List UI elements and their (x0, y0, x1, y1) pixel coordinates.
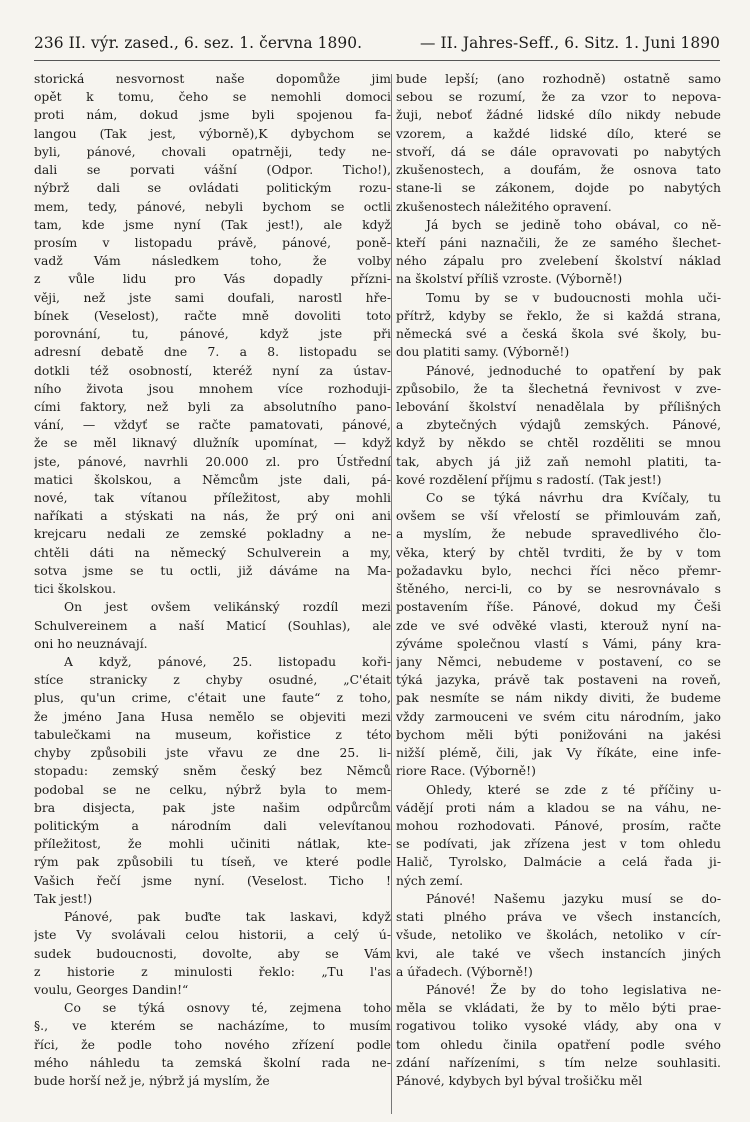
text-line: zkušenostech, a doufám, že osnova tato (396, 163, 721, 178)
text-line: sudek budoucnosti, dovolte, aby se Vám (34, 946, 391, 961)
text-line: pak nesmíte se nám nikdy diviti, že budeme (396, 691, 721, 706)
text-line: bude horší než je, nýbrž já myslím, že (34, 1074, 270, 1089)
text-line: kové rozdělení příjmu s radostí. (Tak jest!) (396, 472, 662, 487)
text-line: bude lepší; (ano rozhodně) ostatně samo (396, 72, 721, 86)
text-line: se podívati, jak zřízena jest v tom ohledu (396, 837, 721, 852)
text-line: krejcaru nedali ze zemské pokladny a ne- (34, 527, 391, 542)
text-line: že se měl liknavý dlužník upomínat, — když (34, 436, 391, 451)
header-right: — II. Jahres-Seff., 6. Sitz. 1. Juni 1890 (420, 34, 720, 52)
text-line: dotkli též osobností, kteréž nyní za ústav- (34, 363, 391, 378)
text-line: věji, než jste sami doufali, narostl hře- (34, 290, 391, 305)
text-line: jany Němci, nebudeme v postavení, co se (396, 655, 721, 669)
text-line: podobal se ne celku, nýbrž byla to mem- (34, 782, 391, 797)
text-line: zýváme společnou vlastí s Vámi, pány kra- (396, 636, 721, 651)
text-line: mohou rozhodovati. Pánové, prosím, račte (396, 818, 721, 833)
left-column (34, 70, 391, 1090)
text-line: přítrž, kdyby se řeklo, že si každá strana, (396, 308, 721, 323)
text-line: tabulečkami na museum, kořistice z této (34, 727, 391, 742)
text-line: z vůle lidu pro Vás dopadly přízni- (34, 272, 391, 287)
text-line: Pánové! Že by do toho legislativa ne- (426, 982, 721, 997)
text-line: zdání nařízeními, s tím nelze souhlasiti. (396, 1055, 721, 1070)
text-line: Co se týká osnovy té, zejmena toho (64, 1001, 391, 1016)
text-line: ného zápalu pro zvelebení školství náklad (396, 254, 721, 269)
text-line: zde ve své odvěké vlasti, kterouž nyní na- (396, 618, 721, 633)
text-line: vzorem, a každé lidské dílo, které se (396, 126, 721, 141)
text-line: na školství příliš vzroste. (Výborně!) (396, 272, 623, 287)
right-column (396, 70, 721, 1090)
text-line: Pánové, pak buďte tak laskavi, když (64, 910, 391, 925)
text-line: tam, kde jsme nyní (Tak jest!), ale když (34, 217, 391, 232)
text-line: Vašich řečí jsme nyní. (Veselost. Ticho ! (34, 873, 391, 888)
text-line: vždy zarmouceni ve svém citu národním, jako (396, 709, 721, 724)
text-line: riore Race. (Výborně!) (396, 764, 536, 779)
text-line: adresní debatě dne 7. a 8. listopadu se (34, 345, 391, 360)
text-line: požadavku bylo, nechci říci něco přemr- (396, 563, 721, 578)
text-line: říci, že podle toho nového zřízení podle (34, 1037, 391, 1052)
text-line: a myslím, že nebude spravedlivého člo- (396, 527, 721, 542)
text-line: lebování školství nenadělala by přílišných (396, 399, 721, 414)
text-line: vádějí proti nám a kladou se na váhu, ne- (396, 800, 721, 815)
text-line: jste Vy svolávali celou historii, a celý ú- (34, 928, 391, 943)
text-line: když by někdo se chtěl rozděliti se mnou (396, 436, 721, 451)
text-line: sotva jsme se tu octli, již dáváme na Ma- (34, 563, 391, 578)
text-line: dou platiti samy. (Výborně!) (396, 345, 570, 360)
text-line: Tak jest!) (34, 891, 93, 906)
text-line: vadž Vám následkem toho, že volby (34, 254, 391, 269)
text-line: Schulvereinem a naší Maticí (Souhlas), ale (34, 618, 391, 633)
text-line: stane-li se zákonem, dojde po nabytých (396, 181, 721, 196)
text-line: německá své a česká škola své školy, bu- (396, 327, 721, 342)
text-line: rým pak způsobili tu tíseň, ve které podle (34, 855, 391, 870)
text-line: tom ohledu činila opatření podle svého (396, 1037, 721, 1052)
text-line: všude, netoliko ve školách, netoliko v cír- (396, 928, 721, 943)
text-line: Ohledy, které se zde z té příčiny u- (426, 782, 721, 797)
text-line: Pánové, jednoduché to opatření by pak (426, 363, 721, 378)
text-line: ných zemí. (396, 873, 464, 888)
text-line: stvoří, dá se dále opravovati po nabytých (396, 144, 721, 159)
text-line: žuji, neboť žádné lidské dílo nikdy nebude (396, 108, 721, 123)
text-line: nové, tak vítanou příležitost, aby mohli (34, 491, 391, 506)
text-line: §., ve kterém se nacházíme, to musím (34, 1019, 391, 1034)
text-line: A když, pánové, 25. listopadu koři- (64, 655, 391, 669)
text-line: matici školskou, a Němcům jste dali, pá- (34, 472, 391, 487)
text-line: stopadu: zemský sněm český bez Němců (34, 764, 391, 779)
text-line: tici školskou. (34, 582, 117, 597)
text-line: věka, který by chtěl tvrditi, že by v tom (396, 545, 721, 560)
text-line: kteří páni naznačili, že ze samého šlechet- (396, 235, 721, 250)
text-line: stíce stranicky z chyby osudné, „C'était (34, 673, 391, 688)
text-line: mého náhledu ta zemská školní rada ne- (34, 1055, 391, 1070)
text-line: tak, abych já již zaň nemohl platiti, ta- (396, 454, 721, 469)
text-line: porovnání, tu, pánové, když jste při (34, 327, 391, 342)
text-line: z historie z minulosti řeklo: „Tu l'as (34, 964, 391, 979)
text-line: zkušenostech náležitého opravení. (396, 199, 612, 214)
text-line: měla se vkládati, že by to mělo býti prae- (396, 1001, 721, 1016)
text-line: oni ho neuznávají. (34, 636, 148, 651)
text-line: opět k tomu, čeho se nemohli domoci (34, 90, 391, 105)
text-line: Tomu by se v budoucnosti mohla uči- (426, 290, 721, 305)
text-line: bínek (Veselost), račte mně dovoliti toto (34, 308, 391, 323)
text-line: plus, qu'un crime, c'était une faute“ z toho, (34, 691, 391, 706)
text-line: langou (Tak jest, výborně),K dybychom se (34, 126, 391, 141)
text-line: proti nám, dokud jsme byli spojenou fa- (34, 108, 391, 123)
text-line: chyby způsobili jste vřavu ze dne 25. li- (34, 746, 391, 761)
text-line: jste, pánové, navrhli 20.000 zl. pro Ústřední (34, 454, 391, 469)
text-line: dali se porvati vášní (Odpor. Ticho!), (34, 163, 391, 178)
text-line: nýbrž dali se ovládati politickým rozu- (34, 181, 391, 196)
text-line: vání, — vždyť se račte pamatovati, pánové, (34, 418, 391, 433)
text-line: Co se týká návrhu dra Kvíčaly, tu (426, 491, 721, 506)
text-line: bychom měli býti ponižováni na jakési (396, 727, 721, 742)
text-line: storická nesvornost naše dopomůže jim (34, 72, 391, 86)
text-line: kvi, ale také ve všech instancích jiných (396, 946, 721, 961)
text-line: Pánové, kdybych byl býval trošičku měl (396, 1074, 643, 1089)
text-line: Halič, Tyrolsko, Dalmácie a celá řada ji- (396, 855, 721, 870)
text-line: štěného, nerci-li, co by se nesrovnávalo s (396, 582, 721, 597)
column-divider (391, 74, 392, 1114)
text-line: chtěli dáti na německý Schulverein a my, (34, 545, 391, 560)
text-line: Já bych se jedině toho obával, co ně- (426, 217, 721, 232)
text-line: postavením říše. Pánové, dokud my Češi (396, 600, 721, 615)
text-line: ního života jsou mnohem více rozhoduji- (34, 381, 391, 396)
text-line: On jest ovšem velikánský rozdíl mezi (64, 600, 391, 615)
text-line: sebou se rozumí, že za vzor to nepova- (396, 90, 721, 105)
text-line: rogativou toliko vysoké vlády, aby ona v (396, 1019, 721, 1034)
text-line: způsobilo, že ta šlechetná řevnivost v zve- (396, 381, 721, 396)
header-rule (34, 60, 720, 61)
text-line: bra disjecta, pak jste našim odpůrcům (34, 800, 391, 815)
text-line: stati plného práva ve všech instancích, (396, 910, 721, 925)
text-line: naříkati a stýskati na nás, že prý oni ani (34, 509, 391, 524)
text-line: týká jazyka, právě tak postaveni na roveň, (396, 673, 721, 688)
text-line: mem, tedy, pánové, nebyli bychom se octli (34, 199, 391, 214)
text-line: ovšem se vší vřelostí se přimlouvám zaň, (396, 509, 721, 524)
text-line: byli, pánové, chovali opatrněji, tedy ne- (34, 144, 391, 159)
text-line: a zbytečných výdajů zemských. Pánové, (396, 418, 721, 433)
text-line: voulu, Georges Dandin!“ (34, 982, 189, 997)
text-line: politickým a národním dali velevítanou (34, 818, 391, 833)
text-line: a úřadech. (Výborně!) (396, 964, 533, 979)
header-left: 236 II. výr. zased., 6. sez. 1. června 1890. (34, 34, 363, 52)
text-line: příležitost, že mohli učiniti nátlak, kte- (34, 837, 391, 852)
text-line: prosím v listopadu právě, pánové, poně- (34, 235, 391, 250)
text-line: nižší plémě, čili, jak Vy říkáte, eine infe- (396, 746, 721, 761)
text-line: že jméno Jana Husa nemělo se objeviti mezi (34, 709, 391, 724)
text-line: Pánové! Našemu jazyku musí se do- (426, 891, 721, 906)
page-header (34, 34, 720, 52)
text-line: cími faktory, než byli za absolutního pano- (34, 399, 391, 414)
